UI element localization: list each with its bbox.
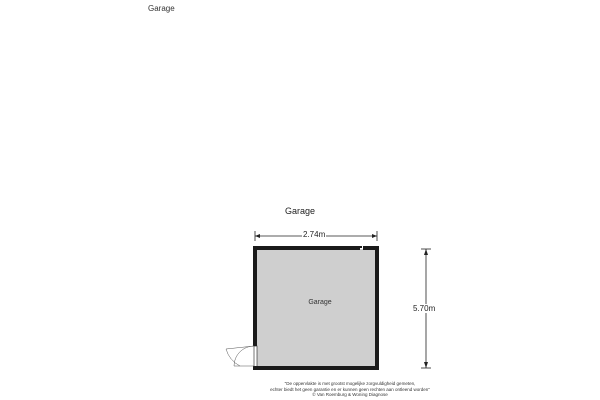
disclaimer-line-1: "De oppervlakte is met grootst mogelijke zorgvuldigheid gemeten, [284,381,416,386]
width-dimension-label: 2.74m [303,230,326,239]
copyright-line: © Van Roemburg & Woning Diagnose [312,392,388,397]
room-label: Garage [308,299,332,306]
floorplan-title: Garage [285,206,316,216]
door-swing-icon [226,346,254,366]
page-title: Garage [148,4,175,13]
room-floor [257,249,376,367]
height-dimension-label: 5.70m [413,304,436,313]
disclaimer [200,381,500,398]
disclaimer-line-2: echter biedt het geen garantie en er kunnen geen rechten aan ontleend worden" [270,386,430,392]
